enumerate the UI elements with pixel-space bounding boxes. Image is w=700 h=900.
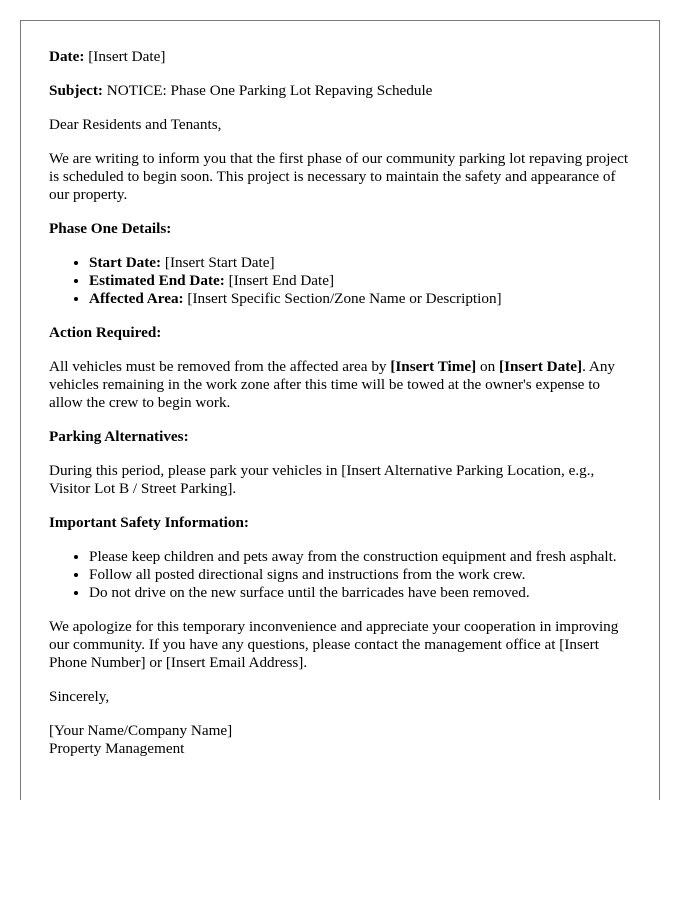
- list-item: [89, 254, 629, 272]
- subject-label: Subject:: [49, 82, 103, 99]
- phase-details-list: [49, 254, 629, 308]
- subject-line: [49, 82, 629, 100]
- signoff: Sincerely,: [49, 688, 110, 705]
- action-date: [Insert Date]: [499, 358, 583, 375]
- list-item: • Please keep children and pets away from the construction equipment and fresh asphalt.: [89, 548, 629, 566]
- action-text-1: All vehicles must be removed from the affected area by: [49, 358, 387, 375]
- safety-heading-text: Important Safety Information:: [49, 514, 249, 531]
- date-line: [49, 48, 629, 66]
- affected-area-value: [Insert Specific Section/Zone Name or Description]: [187, 290, 502, 307]
- safety-list: [49, 548, 629, 602]
- list-item: • Follow all posted directional signs and instructions from the work crew.: [89, 566, 629, 584]
- start-date-label: Start Date:: [89, 254, 162, 271]
- action-time: [Insert Time]: [390, 358, 477, 375]
- intro-paragraph: We are writing to inform you that the first phase of our community parking lot repaving project is scheduled to begin soon. This project is necessary to maintain the safety and appearance of our property.: [49, 150, 629, 203]
- end-date-value: [Insert End Date]: [228, 272, 335, 289]
- safety-heading: [49, 514, 629, 532]
- date-value: [Insert Date]: [88, 48, 166, 65]
- parking-heading: [49, 428, 629, 446]
- affected-area-label: Affected Area:: [89, 290, 184, 307]
- list-item: [89, 272, 629, 290]
- phase-details-heading: [49, 220, 629, 238]
- signature-title: Property Management: [49, 740, 185, 757]
- action-text-2: on: [480, 358, 496, 375]
- action-heading: [49, 324, 629, 342]
- letter-body: [49, 48, 629, 758]
- start-date-value: [Insert Start Date]: [164, 254, 275, 271]
- action-text-3: . Any vehicles remaining in the work zone after this time will be towed at the owner's expense to allow the crew to begin work.: [49, 358, 616, 411]
- action-paragraph: [49, 358, 629, 412]
- signature-name: [Your Name/Company Name]: [49, 722, 233, 739]
- parking-paragraph: During this period, please park your vehicles in [Insert Alternative Parking Location, e.g., Visitor Lot B / Street Parking].: [49, 462, 595, 497]
- closing-paragraph: We apologize for this temporary inconvenience and appreciate your cooperation in improving our community. If you have any questions, please contact the management office at [Insert Phone Number] or [Insert Email Address].: [49, 618, 619, 671]
- phase-details-heading-text: Phase One Details:: [49, 220, 172, 237]
- list-item: • Do not drive on the new surface until the barricades have been removed.: [89, 584, 629, 602]
- parking-heading-text: Parking Alternatives:: [49, 428, 189, 445]
- list-item: [89, 290, 629, 308]
- end-date-label: Estimated End Date:: [89, 272, 225, 289]
- action-heading-text: Action Required:: [49, 324, 162, 341]
- signature-block: [49, 722, 629, 758]
- date-label: Date:: [49, 48, 85, 65]
- subject-value: NOTICE: Phase One Parking Lot Repaving Schedule: [106, 82, 433, 99]
- letter-page: [20, 20, 660, 800]
- salutation: Dear Residents and Tenants,: [49, 116, 222, 133]
